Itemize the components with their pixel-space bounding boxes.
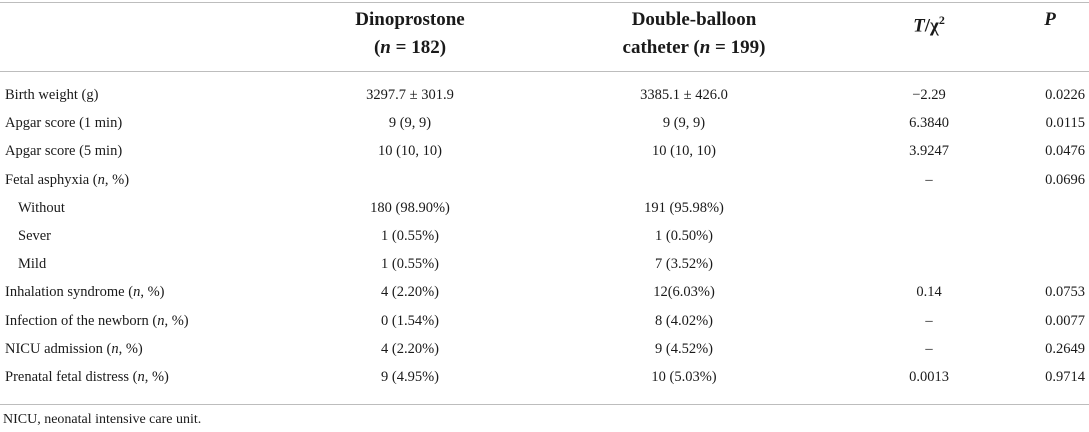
table-row [0,278,1089,306]
cell-p-value: 0.9714 [1045,369,1085,385]
header-double-balloon-n: catheter (n = 199) [622,37,766,58]
table-footnote: NICU, neonatal intensive care unit. [3,412,202,427]
header-dinoprostone [320,6,500,68]
cell-statistic: – [925,312,933,329]
table-row [0,194,1089,222]
cell-double-balloon: 10 (5.03%) [651,369,717,385]
cell-dinoprostone: 4 (2.20%) [381,340,439,357]
cell-double-balloon: 10 (10, 10) [651,143,717,160]
header-statistic: $T/\chi^2$ [913,13,945,37]
cell-p-value: 0.0077 [1045,312,1085,329]
row-label: Without [18,199,65,216]
row-label: Apgar score (1 min) [5,115,123,132]
cell-statistic: – [925,340,933,357]
bottom-rule [0,404,1089,405]
header-double-balloon-title: Double-balloon [631,9,757,30]
cell-double-balloon: 1 (0.50%) [655,228,713,244]
cell-statistic: 0.14 [916,284,942,301]
cell-dinoprostone: 3297.7 ± 301.9 [366,87,454,103]
row-label: NICU admission (n, %) [5,340,143,357]
cell-dinoprostone: 10 (10, 10) [377,143,443,160]
cell-p-value: 0.0476 [1045,143,1085,160]
cell-p-value: 0.2649 [1045,340,1085,357]
cell-p-value: 0.0753 [1045,284,1085,301]
table-row [0,222,1089,250]
cell-dinoprostone: 9 (9, 9) [388,115,432,132]
table-row [0,109,1089,137]
row-label: Infection of the newborn (n, %) [5,312,189,329]
cell-statistic: 6.3840 [909,115,949,132]
row-label: Prenatal fetal distress (n, %) [5,369,169,385]
cell-double-balloon: 7 (3.52%) [655,256,713,273]
cell-double-balloon: 191 (95.98%) [644,199,724,216]
header-rule [0,71,1089,72]
cell-dinoprostone: 1 (0.55%) [381,256,439,273]
cell-double-balloon: 9 (9, 9) [662,115,706,132]
table-row [0,81,1089,109]
row-label: Inhalation syndrome (n, %) [5,284,165,301]
cell-dinoprostone: 9 (4.95%) [381,369,439,385]
cell-p-value: 0.0115 [1045,115,1085,132]
top-rule [0,2,1089,3]
table-row [0,363,1089,391]
cell-p-value: 0.0226 [1045,87,1085,103]
cell-double-balloon: 3385.1 ± 426.0 [640,87,728,103]
cell-dinoprostone: 180 (98.90%) [370,199,450,216]
cell-statistic: 0.0013 [909,369,949,385]
cell-double-balloon: 12(6.03%) [653,284,715,301]
header-p-value: P [1044,9,1056,30]
header-double-balloon [584,6,804,68]
cell-dinoprostone: 4 (2.20%) [381,284,439,301]
cell-dinoprostone: 1 (0.55%) [381,228,439,244]
cell-p-value: 0.0696 [1045,171,1085,188]
table-row [0,166,1089,194]
header-dinoprostone-n: (n = 182) [373,37,447,58]
row-label: Sever [18,228,52,244]
row-label: Birth weight (g) [5,87,99,103]
header-dinoprostone-title: Dinoprostone [355,9,465,30]
cell-double-balloon: 9 (4.52%) [655,340,713,357]
table-row [0,307,1089,335]
cell-statistic: – [925,171,933,188]
cell-double-balloon: 8 (4.02%) [655,312,713,329]
row-label: Mild [18,256,47,273]
row-label: Apgar score (5 min) [5,143,123,160]
cell-statistic: 3.9247 [909,143,949,160]
cell-statistic: −2.29 [912,87,946,103]
row-label: Fetal asphyxia (n, %) [5,171,130,188]
table-row [0,250,1089,278]
table-row [0,137,1089,165]
table-row [0,335,1089,363]
cell-dinoprostone: 0 (1.54%) [381,312,439,329]
